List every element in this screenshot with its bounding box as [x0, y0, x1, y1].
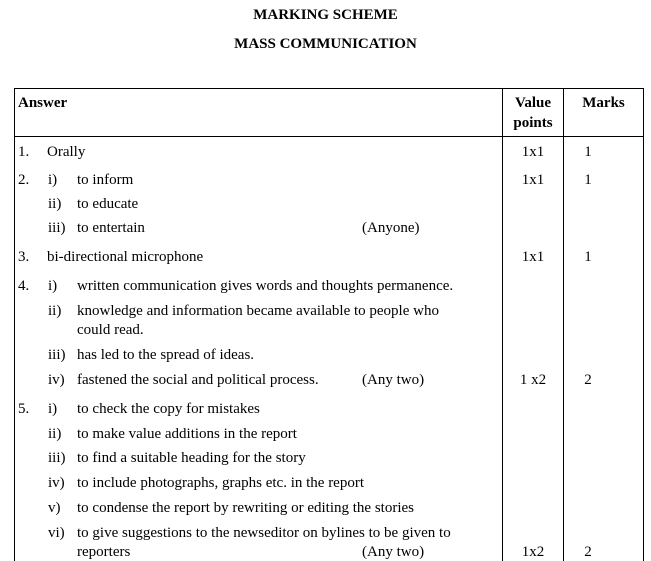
q4-item-text: written communication gives words and thoughts permanence.: [77, 278, 454, 294]
table-right-border: [643, 88, 644, 561]
q5-item-text: to include photographs, graphs etc. in the report: [77, 475, 365, 491]
q5-item-text: to give suggestions to the newseditor on bylines to be given to: [77, 525, 451, 541]
q2-marks: 1: [584, 172, 592, 188]
q4-item-text-cont: could read.: [77, 322, 144, 338]
q1-answer: Orally: [47, 144, 86, 160]
q4-item-text: fastened the social and political process.: [77, 372, 319, 388]
q1-number: 1.: [18, 144, 30, 160]
q3-number: 3.: [18, 249, 30, 265]
q5-item-label: iv): [48, 475, 65, 491]
q2-item-label: i): [48, 172, 58, 188]
q5-item-text: to check the copy for mistakes: [77, 401, 260, 417]
q5-item-text: to condense the report by rewriting or editing the stories: [77, 500, 414, 516]
q2-item-label: ii): [48, 196, 62, 212]
q5-item-label: v): [48, 500, 61, 516]
q1-marks: 1: [584, 144, 592, 160]
q2-item-text: to educate: [77, 196, 139, 212]
q2-number: 2.: [18, 172, 30, 188]
q4-item-label: iii): [48, 347, 66, 363]
header-marks: Marks: [582, 95, 625, 111]
header-answer: Answer: [18, 95, 68, 111]
q2-note: (Anyone): [362, 220, 420, 236]
q5-item-text: to find a suitable heading for the story: [77, 450, 306, 466]
q5-value: 1x2: [521, 544, 545, 560]
q5-note: (Any two): [362, 544, 425, 560]
q5-number: 5.: [18, 401, 30, 417]
q1-value: 1x1: [521, 144, 545, 160]
q5-item-label: vi): [48, 525, 65, 541]
q4-item-label: iv): [48, 372, 65, 388]
q4-value: 1 x2: [519, 372, 547, 388]
q2-item-label: iii): [48, 220, 66, 236]
q3-marks: 1: [584, 249, 592, 265]
q3-value: 1x1: [521, 249, 545, 265]
q4-note: (Any two): [362, 372, 425, 388]
q4-marks: 2: [584, 372, 592, 388]
header-value-points-2: points: [513, 115, 553, 131]
table-left-border: [14, 88, 15, 561]
q4-item-text: has led to the spread of ideas.: [77, 347, 255, 363]
q3-answer: bi-directional microphone: [47, 249, 204, 265]
q5-item-label: iii): [48, 450, 66, 466]
table-top-border: [14, 88, 644, 89]
q5-item-label: i): [48, 401, 58, 417]
q4-number: 4.: [18, 278, 30, 294]
q4-item-text: knowledge and information became available to people who: [77, 303, 439, 319]
q2-item-text: to entertain: [77, 220, 145, 236]
q4-item-label: i): [48, 278, 58, 294]
q5-item-text: to make value additions in the report: [77, 426, 297, 442]
q5-item-label: ii): [48, 426, 62, 442]
q2-item-text: to inform: [77, 172, 134, 188]
page-title: MARKING SCHEME: [253, 7, 398, 23]
q4-item-label: ii): [48, 303, 62, 319]
header-divider: [14, 136, 644, 137]
q2-value: 1x1: [521, 172, 545, 188]
q5-item-text-cont: reporters: [77, 544, 131, 560]
header-value-points-1: Value: [514, 95, 552, 111]
page-subtitle: MASS COMMUNICATION: [234, 36, 417, 52]
q5-marks: 2: [584, 544, 592, 560]
